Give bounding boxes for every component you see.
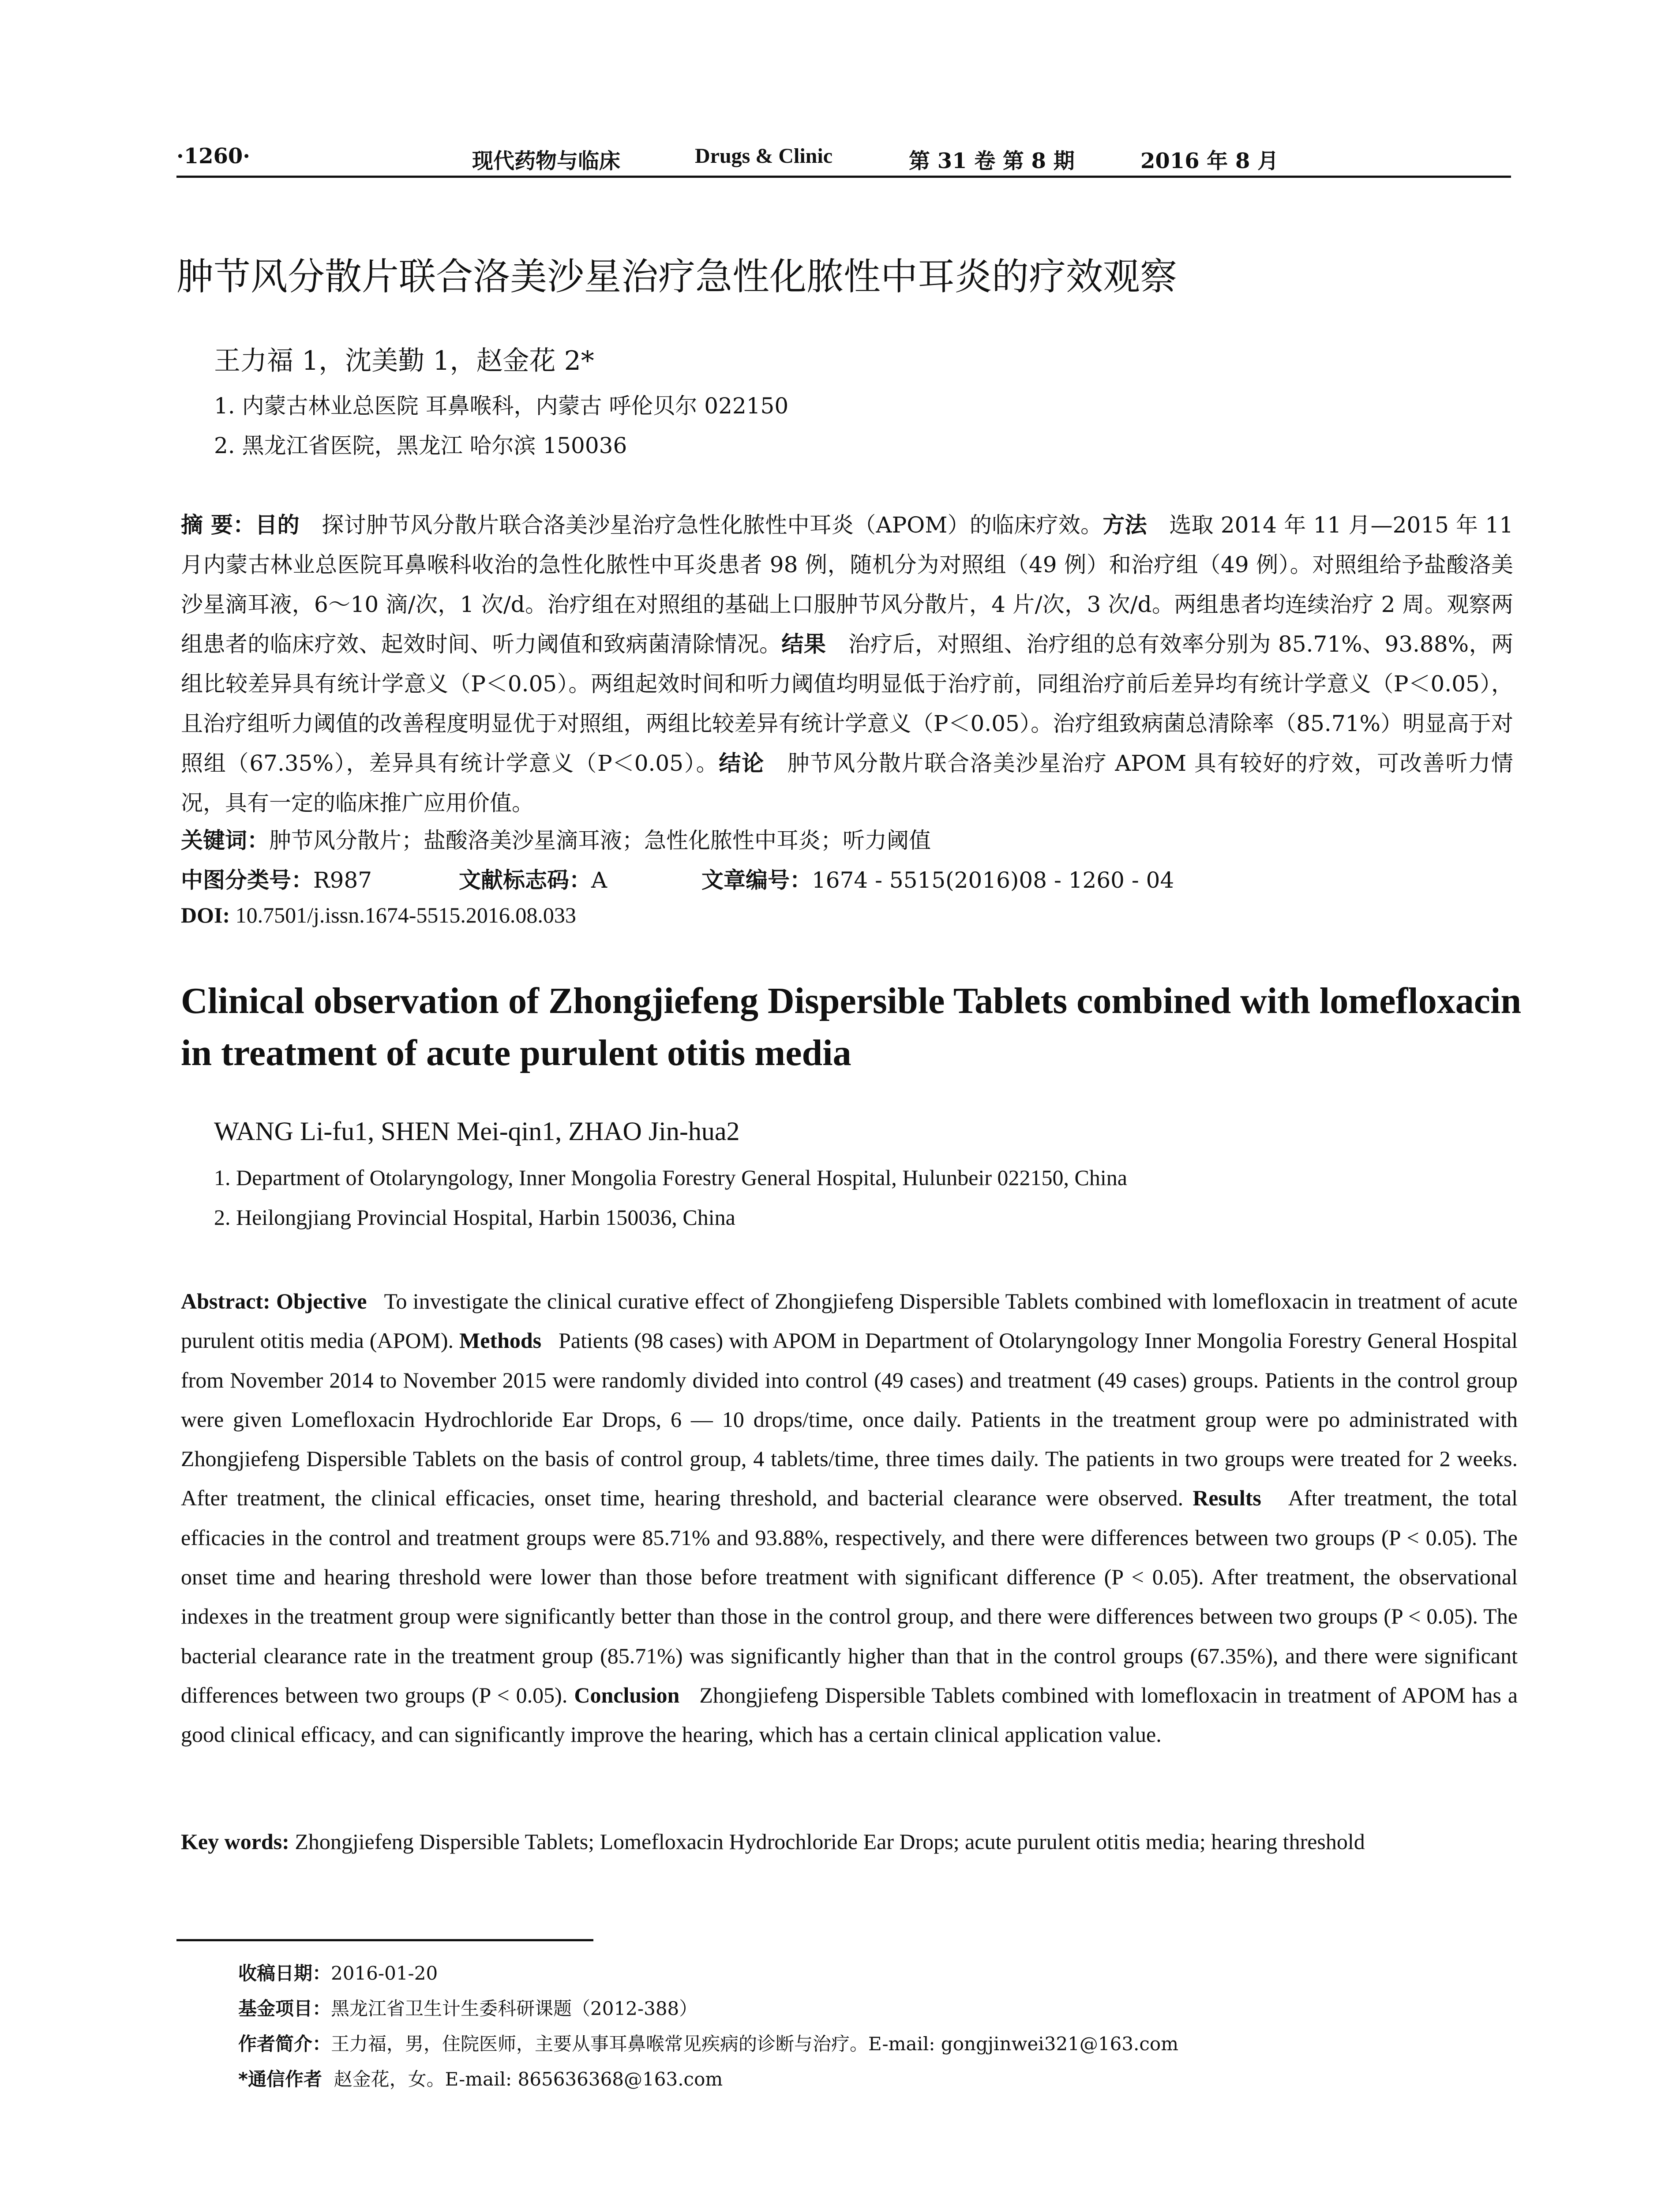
objective-text-cn: 探讨肿节风分散片联合洛美沙星治疗急性化脓性中耳炎（APOM）的临床疗效。 bbox=[322, 512, 1103, 538]
footnote-divider bbox=[176, 1939, 593, 1941]
affiliation-cn-1: 1. 内蒙古林业总医院 耳鼻喉科，内蒙古 呼伦贝尔 022150 bbox=[214, 393, 789, 419]
fund-value: 黑龙江省卫生计生委科研课题（2012-388） bbox=[331, 1998, 698, 2019]
doi-line bbox=[181, 902, 576, 928]
article-id-label: 文章编号： bbox=[701, 867, 812, 893]
received-label: 收稿日期： bbox=[238, 1962, 331, 1984]
doi-value: 10.7501/j.issn.1674-5515.2016.08.033 bbox=[235, 903, 576, 927]
doc-code-label: 文献标志码： bbox=[459, 867, 591, 893]
footnote-received bbox=[238, 1959, 438, 1985]
volume-issue: 第 31 卷 第 8 期 bbox=[909, 149, 1075, 173]
keywords-text-en: Zhongjiefeng Dispersible Tablets; Lomefloxacin Hydrochloride Ear Drops; acute purulent otitis media; hearing threshold bbox=[295, 1829, 1365, 1854]
conclusion-text-cn: 肿节风分散片联合洛美沙星治疗 APOM 具有较好的疗效，可改善听力情况，具有一定的临床推广应用价值。 bbox=[181, 750, 1513, 816]
abstract-label-cn: 摘 要： bbox=[181, 512, 255, 538]
bio-label: 作者简介： bbox=[238, 2033, 331, 2055]
results-label-cn: 结果 bbox=[781, 631, 826, 657]
objective-label-en: Objective bbox=[276, 1289, 367, 1313]
footnote-corresponding bbox=[238, 2065, 723, 2091]
page-number: ·1260· bbox=[176, 144, 251, 169]
affiliation-en-1: 1. Department of Otolaryngology, Inner Mongolia Forestry General Hospital, Hulunbeir 022150, China bbox=[214, 1165, 1127, 1190]
objective-text-en: To investigate the clinical curative effect of Zhongjiefeng Dispersible Tablets combined with lomefloxacin in treatment of acute purulent otitis media (APOM). bbox=[181, 1289, 1518, 1353]
conclusion-text-en: Zhongjiefeng Dispersible Tablets combined with lomefloxacin in treatment of APOM has a good clinical efficacy, and can significantly improve the hearing, which has a certain clinical application value. bbox=[181, 1682, 1518, 1747]
authors-en: WANG Li-fu1, SHEN Mei-qin1, ZHAO Jin-hua2 bbox=[214, 1117, 740, 1146]
abstract-label-en: Abstract: bbox=[181, 1289, 270, 1313]
methods-text-cn: 选取 2014 年 11 月—2015 年 11 月内蒙古林业总医院耳鼻喉科收治的急性化脓性中耳炎患者 98 例，随机分为对照组（49 例）和治疗组（49 例）。对照组给予盐酸洛美沙星滴耳液，6～10 滴/次，1 次/d。治疗组在对照组的基础上口服肿节风分散片，4 片/次，3 次/d。两组患者均连续治疗 2 周。观察两组患者的临床疗效、起效时间、听力阈值和致病菌清除情况。 bbox=[181, 512, 1514, 657]
doc-code-value: A bbox=[591, 867, 608, 893]
methods-label-cn: 方法 bbox=[1102, 512, 1147, 538]
objective-label-cn: 目的 bbox=[255, 512, 300, 538]
received-value: 2016-01-20 bbox=[331, 1962, 438, 1984]
results-label-en: Results bbox=[1192, 1486, 1261, 1511]
journal-name-cn: 现代药物与临床 bbox=[472, 149, 621, 173]
corresponding-label: *通信作者 bbox=[238, 2068, 322, 2090]
footnote-bio bbox=[238, 2030, 1178, 2056]
running-header bbox=[176, 140, 1511, 178]
article-id-value: 1674 - 5515(2016)08 - 1260 - 04 bbox=[812, 867, 1174, 893]
affiliation-cn-2: 2. 黑龙江省医院，黑龙江 哈尔滨 150036 bbox=[214, 433, 627, 458]
methods-text-en: Patients (98 cases) with APOM in Department of Otolaryngology Inner Mongolia Forestry General Hospital from November 2014 to November 2015 were randomly divided into control (49 cases) and treatment (49 cases) groups. Patients in the control group were given Lomefloxacin Hydrochloride Ear Drops, 6 — 10 drops/time, once daily. Patients in the treatment group were po administrated with Zhongjiefeng Dispersible Tablets on the basis of control group, 4 tablets/time, three times daily. The patients in two groups were treated for 2 weeks. After treatment, the clinical efficacies, onset time, hearing threshold, and bacterial clearance were observed. bbox=[181, 1328, 1518, 1511]
authors-cn: 王力福 1，沈美勤 1，赵金花 2* bbox=[214, 345, 594, 376]
keywords-cn bbox=[181, 823, 931, 855]
clc-value: R987 bbox=[313, 867, 372, 893]
abstract-en bbox=[181, 1282, 1518, 1755]
keywords-en bbox=[181, 1829, 1518, 1854]
doi-label: DOI: bbox=[181, 903, 230, 927]
fund-label: 基金项目： bbox=[238, 1998, 331, 2019]
footnote-fund bbox=[238, 1994, 698, 2021]
keywords-label-en: Key words: bbox=[181, 1829, 289, 1854]
clc-label: 中图分类号： bbox=[181, 867, 313, 893]
results-text-en: After treatment, the total efficacies in the control and treatment groups were 85.71% and 93.88%, respectively, and there were differences between two groups (P < 0.05). The onset time and hearing threshold were lower than those before treatment with significant difference (P < 0.05). After treatment, the observational indexes in the treatment group were significantly better than those in the control group, and there were differences between two groups (P < 0.05). The bacterial clearance rate in the treatment group (85.71%) was significantly higher than that in the control groups (67.35%), and there were significant differences between two groups (P < 0.05). bbox=[181, 1486, 1518, 1707]
conclusion-label-cn: 结论 bbox=[719, 750, 765, 776]
issue-date: 2016 年 8 月 bbox=[1140, 149, 1279, 173]
conclusion-label-en: Conclusion bbox=[574, 1682, 680, 1707]
affiliation-en-2: 2. Heilongjiang Provincial Hospital, Harbin 150036, China bbox=[214, 1205, 735, 1230]
bio-value: 王力福，男，住院医师，主要从事耳鼻喉常见疾病的诊断与治疗。E-mail: gongjinwei321@163.com bbox=[331, 2033, 1179, 2055]
results-text-cn: 治疗后，对照组、治疗组的总有效率分别为 85.71%、93.88%，两组比较差异具有统计学意义（P＜0.05）。两组起效时间和听力阈值均明显低于治疗前，同组治疗前后差异均有统计学意义（P＜0.05），且治疗组听力阈值的改善程度明显优于对照组，两组比较差异有统计学意义（P＜0.05）。治疗组致病菌总清除率（85.71%）明显高于对照组（67.35%），差异具有统计学意义（P＜0.05）。 bbox=[181, 631, 1514, 776]
keywords-label-cn: 关键词： bbox=[181, 828, 269, 853]
article-title-cn: 肿节风分散片联合洛美沙星治疗急性化脓性中耳炎的疗效观察 bbox=[176, 255, 1178, 298]
keywords-text-cn: 肿节风分散片；盐酸洛美沙星滴耳液；急性化脓性中耳炎；听力阈值 bbox=[269, 828, 931, 853]
journal-name-en: Drugs & Clinic bbox=[695, 144, 832, 168]
methods-label-en: Methods bbox=[459, 1328, 542, 1353]
abstract-cn bbox=[181, 505, 1513, 823]
article-title-en: Clinical observation of Zhongjiefeng Dispersible Tablets combined with lomefloxacin in treatment of acute purulent otitis media bbox=[181, 980, 1522, 1073]
corresponding-value: 赵金花，女。E-mail: 865636368@163.com bbox=[334, 2068, 723, 2090]
